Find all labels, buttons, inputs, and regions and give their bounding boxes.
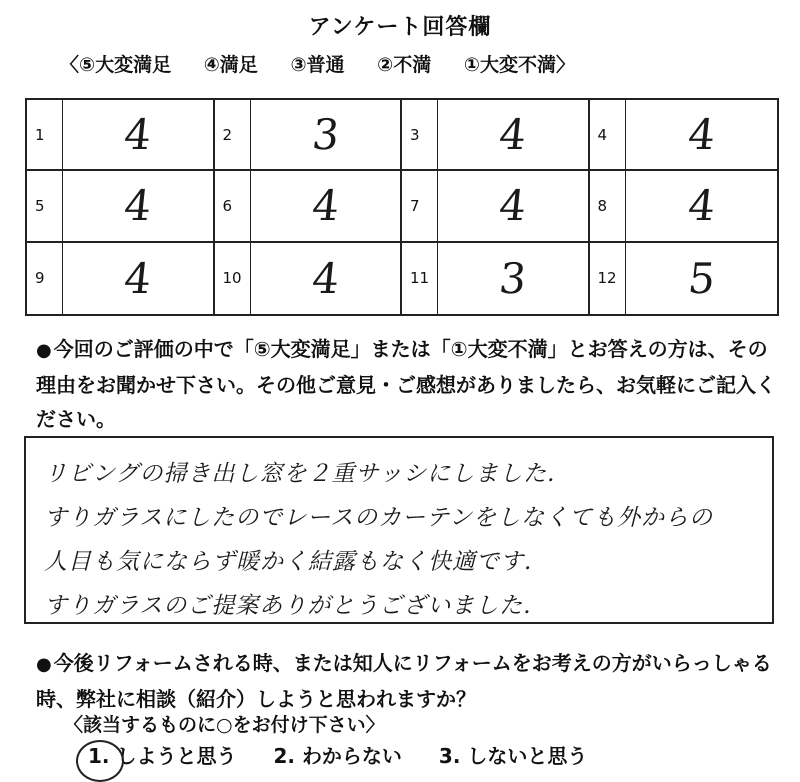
rating-answer: 4 xyxy=(121,253,154,303)
bullet: ● xyxy=(36,340,52,361)
rating-cell xyxy=(402,171,590,242)
rating-answer: 4 xyxy=(121,110,154,160)
rating-answer: 4 xyxy=(309,181,342,231)
scale-4: ④満足 xyxy=(203,54,258,76)
question-number: 3 xyxy=(402,100,438,169)
question-number: 9 xyxy=(27,243,63,314)
rating-cell xyxy=(402,243,590,314)
question-number: 8 xyxy=(590,171,626,240)
option-number: 2. xyxy=(273,744,295,768)
option-number: 3. xyxy=(438,744,461,768)
rating-cell xyxy=(27,100,215,171)
rating-answer: 4 xyxy=(309,253,342,303)
option-3 xyxy=(439,744,587,768)
option-label: しようと思う xyxy=(116,744,237,768)
scale-2: ②不満 xyxy=(377,54,432,76)
question-number: 6 xyxy=(215,171,251,240)
referral-question-text: 今後リフォームされる時、または知人にリフォームをお考えの方がいらっしゃる時、弊社に相談（紹介）しようと思われますか？ xyxy=(36,651,772,711)
rating-answer: 3 xyxy=(496,253,529,303)
question-number: 12 xyxy=(590,243,626,314)
rating-cell xyxy=(215,243,403,314)
comment-box xyxy=(24,436,774,624)
referral-options xyxy=(88,740,617,769)
referral-question xyxy=(36,646,786,716)
scale-1: ①大変不満〉 xyxy=(463,54,575,76)
comment-line: 人目も気にならず暖かく結露もなく快適です. xyxy=(44,549,533,575)
bullet: ● xyxy=(36,654,52,675)
instruction: 〈該当するものに○をお付け下さい〉 xyxy=(64,714,385,736)
comment-question xyxy=(36,332,776,436)
rating-scale-legend xyxy=(60,50,601,77)
question-number: 2 xyxy=(215,100,251,169)
scale-5: 〈⑤大変満足 xyxy=(60,54,172,76)
question-number: 4 xyxy=(590,100,626,169)
rating-answer: 4 xyxy=(121,181,154,231)
survey-title: アンケート回答欄 xyxy=(308,15,492,40)
rating-answer: 3 xyxy=(309,110,342,160)
rating-answer: 4 xyxy=(685,181,718,231)
question-number: 5 xyxy=(27,171,63,240)
rating-grid xyxy=(25,98,779,316)
selected-circle xyxy=(76,740,124,782)
question-number: 11 xyxy=(402,243,438,314)
comment-line: リビングの掃き出し窓を２重サッシにしました. xyxy=(44,461,556,487)
question-number: 1 xyxy=(27,100,63,169)
question-number: 10 xyxy=(215,243,251,314)
comment-question-text: 今回のご評価の中で「⑤大変満足」または「①大変不満」とお答えの方は、その理由をお聞かせ下さい。その他ご意見・ご感想がありましたら、お気軽にご記入ください。 xyxy=(36,337,776,431)
question-number: 7 xyxy=(402,171,438,240)
rating-cell xyxy=(402,100,590,171)
option-1 xyxy=(88,744,236,768)
option-number: 1. xyxy=(88,744,110,768)
option-2 xyxy=(273,744,401,768)
comment-line: すりガラスにしたのでレースのカーテンをしなくても外からの xyxy=(44,505,714,531)
rating-cell xyxy=(215,171,403,242)
rating-answer: 5 xyxy=(685,253,718,303)
rating-cell xyxy=(27,171,215,242)
rating-cell xyxy=(27,243,215,314)
option-label: しないと思う xyxy=(467,744,588,768)
scale-3: ③普通 xyxy=(290,54,345,76)
rating-cell xyxy=(590,171,778,242)
rating-cell xyxy=(215,100,403,171)
rating-answer: 4 xyxy=(496,110,529,160)
comment-line: すりガラスのご提案ありがとうございました. xyxy=(44,593,532,619)
rating-cell xyxy=(590,100,778,171)
option-label: わからない xyxy=(301,744,402,768)
rating-answer: 4 xyxy=(496,181,529,231)
rating-cell xyxy=(590,243,778,314)
rating-answer: 4 xyxy=(685,110,718,160)
